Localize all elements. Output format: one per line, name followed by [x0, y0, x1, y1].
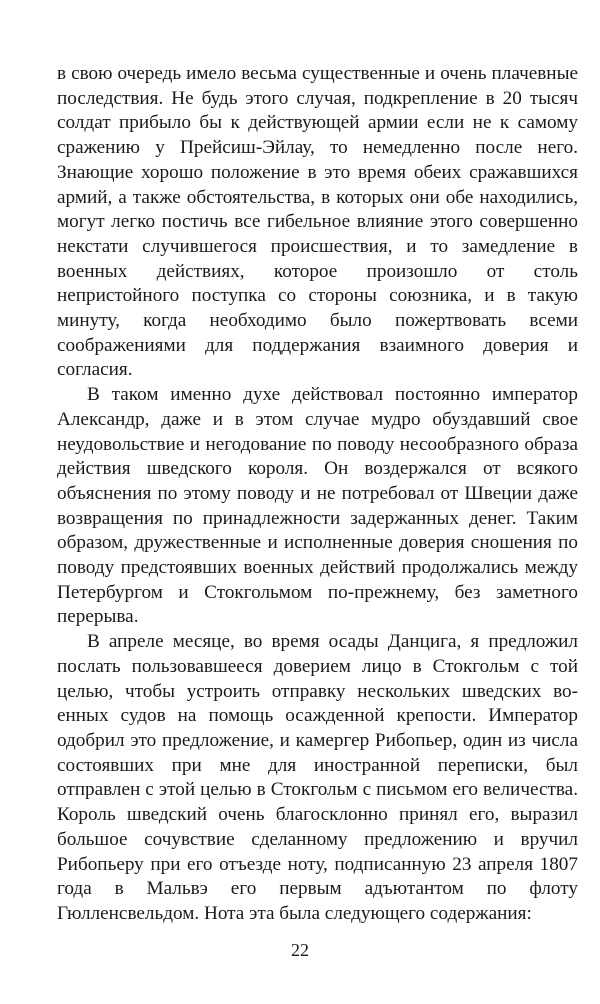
paragraph-2: В таком именно духе действовал постоянно император Александр, даже и в этом случае мудро обуздавший свое неудовольствие и негодование по поводу несообразного образа действия шведского короля. Он воздержался от всякого объяснения по этому поводу и не потребовал от Швеции даже возвращения по принадлежности задержанных денег. Таким образом, дружественные и исполненные доверия сношения по поводу предстоявших военных действий продолжались между Петербургом и Стокгольмом по-прежнему, без заметного перерыва. — [57, 384, 578, 628]
page-text — [57, 62, 578, 927]
paragraph-1: в свою очередь имело весьма существенные и очень плачевные последствия. Не будь этого случая, подкрепление в 20 тысяч солдат прибыло бы к действующей армии если не к самому сражению у Прейсиш-Эйлау, то немедленно после него. Знающие хорошо положение в это время обеих сражавшихся армий, а также обстоятельства, в которых они обе находились, могут легко постичь все гибельное влияние этого совершенно некстати случившегося происшествия, и то замедление в военных действиях, которое произошло от столь непристойного поступка со стороны союзника, и в такую минуту, когда необходимо было пожертвовать всеми соображениями для поддержания взаимного доверия и согласия. — [57, 63, 578, 381]
page-number: 22 — [291, 940, 309, 960]
paragraph-3: В апреле месяце, во время осады Данцига, я предложил послать пользовавшееся доверием лицо в Стокгольм с той целью, чтобы устроить отправку нескольких шведских военных судов на помощь осажденной крепости. Император одобрил это предложение, и камергер Рибопьер, один из числа состоявших при мне для иностранной переписки, был отправлен с этой целью в Стокгольм с письмом его величества. Король шведский очень благосклонно принял его, выразил большое сочувствие сделанному предложению и вручил Рибопьеру при его отъезде ноту, подписанную 23 апреля 1807 года в Мальвэ его первым адъютантом по флоту Гюлленсвельдом. Нота эта была следующего содержания: — [57, 631, 578, 924]
